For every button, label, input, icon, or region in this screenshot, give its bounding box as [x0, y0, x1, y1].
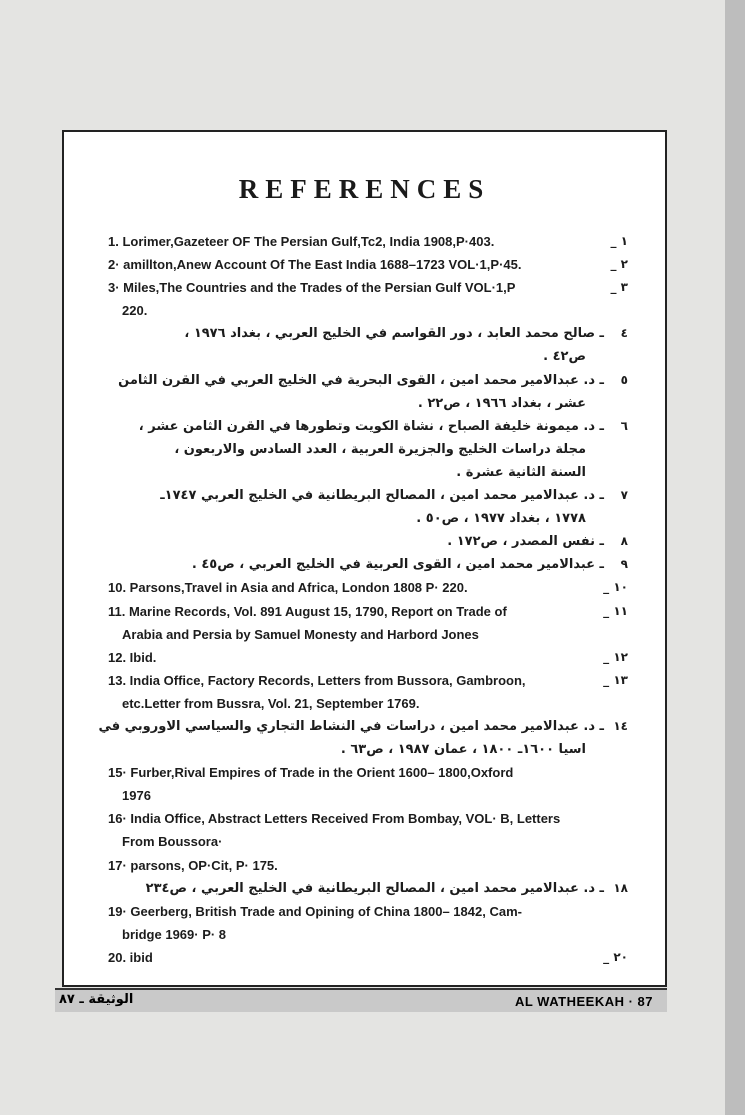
arabic-number-marker: ١٢ _ [603, 649, 628, 664]
reference-line: ـ د. عبدالامير محمد امين ، دراسات في النشاط التجاري والسياسي الاوروبي في [98, 718, 604, 734]
reference-entry [98, 715, 628, 761]
arabic-number-marker: ٢ _ [610, 257, 628, 272]
arabic-number-marker: ١٣ _ [603, 672, 628, 687]
scan-edge [725, 0, 745, 1115]
reference-entry [108, 276, 628, 322]
reference-entry [108, 807, 628, 853]
arabic-number-marker: ٣ _ [610, 280, 628, 295]
reference-line: ـ د. عبدالامير محمد امين ، المصالح البريطانية في الخليج العربي ١٧٤٧ـ [160, 488, 604, 504]
reference-line: ـ عبدالامير محمد امين ، القوى العربية في الخليج العربي ، ص٤٥ . [191, 557, 604, 573]
page-title: REFERENCES [238, 174, 491, 204]
arabic-number-marker: ١١ _ [603, 603, 628, 618]
reference-line: etc.Letter from Bussra, Vol. 21, September 1769. [122, 695, 420, 711]
reference-entry [108, 854, 628, 877]
reference-line: 15· Furber,Rival Empires of Trade in the Orient 1600– 1800,Oxford [108, 765, 514, 781]
arabic-number-marker: ٥ [620, 372, 628, 387]
reference-line: 16· India Office, Abstract Letters Received From Bombay, VOL· B, Letters [108, 811, 561, 827]
reference-line: 220. [122, 303, 148, 319]
reference-line: 17· parsons, OP·Cit, P· 175. [108, 857, 278, 873]
reference-line: From Boussora· [122, 834, 223, 850]
reference-line: ـ د. ميمونة خليفة الصباح ، نشاة الكويت وتطورها في القرن الثامن عشر ، [138, 418, 604, 434]
references-list [98, 230, 628, 969]
reference-line: 12. Ibid. [108, 649, 157, 665]
reference-line: عشر ، بغداد ١٩٦٦ ، ص٢٢ . [417, 395, 586, 411]
reference-entry [108, 553, 628, 576]
arabic-number-marker: ٧ [620, 488, 628, 503]
reference-line: 20. ibid [108, 949, 153, 965]
arabic-number-marker: ١٠ _ [603, 580, 628, 595]
reference-entry [108, 669, 628, 715]
footer-journal-page: AL WATHEEKAH · 87 [514, 994, 653, 1009]
reference-line: اسيا ١٦٠٠ـ ١٨٠٠ ، عمان ١٩٨٧ ، ص٦٣ . [340, 742, 586, 758]
reference-entry [108, 900, 628, 946]
arabic-number-marker: ١ _ [610, 234, 628, 248]
reference-line: 1976 [122, 788, 151, 804]
reference-entry [108, 369, 628, 415]
reference-entry [108, 253, 628, 276]
reference-line: 1. Lorimer,Gazeteer OF The Persian Gulf,Tc2, India 1908,P·403. [108, 234, 495, 249]
reference-line: ١٧٧٨ ، بغداد ١٩٧٧ ، ص٥٠ . [416, 511, 586, 527]
arabic-number-marker: ٨ [620, 534, 628, 549]
reference-entry [108, 530, 628, 553]
reference-entry [108, 646, 628, 669]
page-footer [55, 988, 667, 1012]
arabic-number-marker: ٩ [620, 557, 628, 572]
reference-entry [108, 230, 628, 253]
reference-entry [108, 946, 628, 969]
reference-entry [108, 576, 628, 599]
reference-line: bridge 1969· P· 8 [122, 926, 227, 942]
reference-line: ص٤٢ . [543, 349, 586, 365]
reference-entry [108, 600, 628, 646]
reference-entry [108, 484, 628, 530]
footer-arabic-page: الوثيقة ـ ٨٧ [59, 992, 134, 1007]
reference-line: 13. India Office, Factory Records, Letters from Bussora, Gambroon, [108, 672, 526, 688]
reference-line: 11. Marine Records, Vol. 891 August 15, 1790, Report on Trade of [108, 603, 507, 619]
references-frame [62, 130, 667, 987]
reference-line: ـ نفس المصدر ، ص١٧٢ . [447, 534, 604, 550]
reference-entry [108, 322, 628, 368]
arabic-number-marker: ٤ [620, 326, 628, 341]
reference-entry [108, 761, 628, 807]
reference-line: 2· amillton,Anew Account Of The East India 1688–1723 VOL·1,P·45. [108, 257, 522, 273]
reference-line: 3· Miles,The Countries and the Trades of the Persian Gulf VOL·1,P [108, 280, 516, 296]
reference-line: السنة الثانية عشرة . [456, 464, 586, 480]
reference-line: مجلة دراسات الخليج والجزيرة العربية ، العدد السادس والاربعون ، [174, 441, 586, 457]
reference-line: ـ صالح محمد العابد ، دور القواسم في الخليج العربي ، بغداد ١٩٧٦ ، [184, 326, 604, 342]
reference-entry [108, 877, 628, 900]
reference-entry [108, 415, 628, 484]
reference-line: ـ د. عبدالامير محمد امين ، القوى البحرية في الخليج العربي في القرن الثامن [118, 372, 604, 388]
reference-line: 19· Geerberg, British Trade and Opining of China 1800– 1842, Cam- [108, 903, 522, 919]
arabic-number-marker: ١٤ [613, 718, 628, 733]
reference-line: 10. Parsons,Travel in Asia and Africa, London 1808 P· 220. [108, 580, 468, 596]
reference-line: Arabia and Persia by Samuel Monesty and Harbord Jones [122, 626, 479, 642]
arabic-number-marker: ٢٠ _ [603, 949, 628, 964]
arabic-number-marker: ٦ [620, 418, 628, 433]
reference-line: ـ د. عبدالامير محمد امين ، المصالح البريطانية في الخليج العربي ، ص٢٣٤ [145, 880, 604, 896]
arabic-number-marker: ١٨ [613, 880, 628, 895]
